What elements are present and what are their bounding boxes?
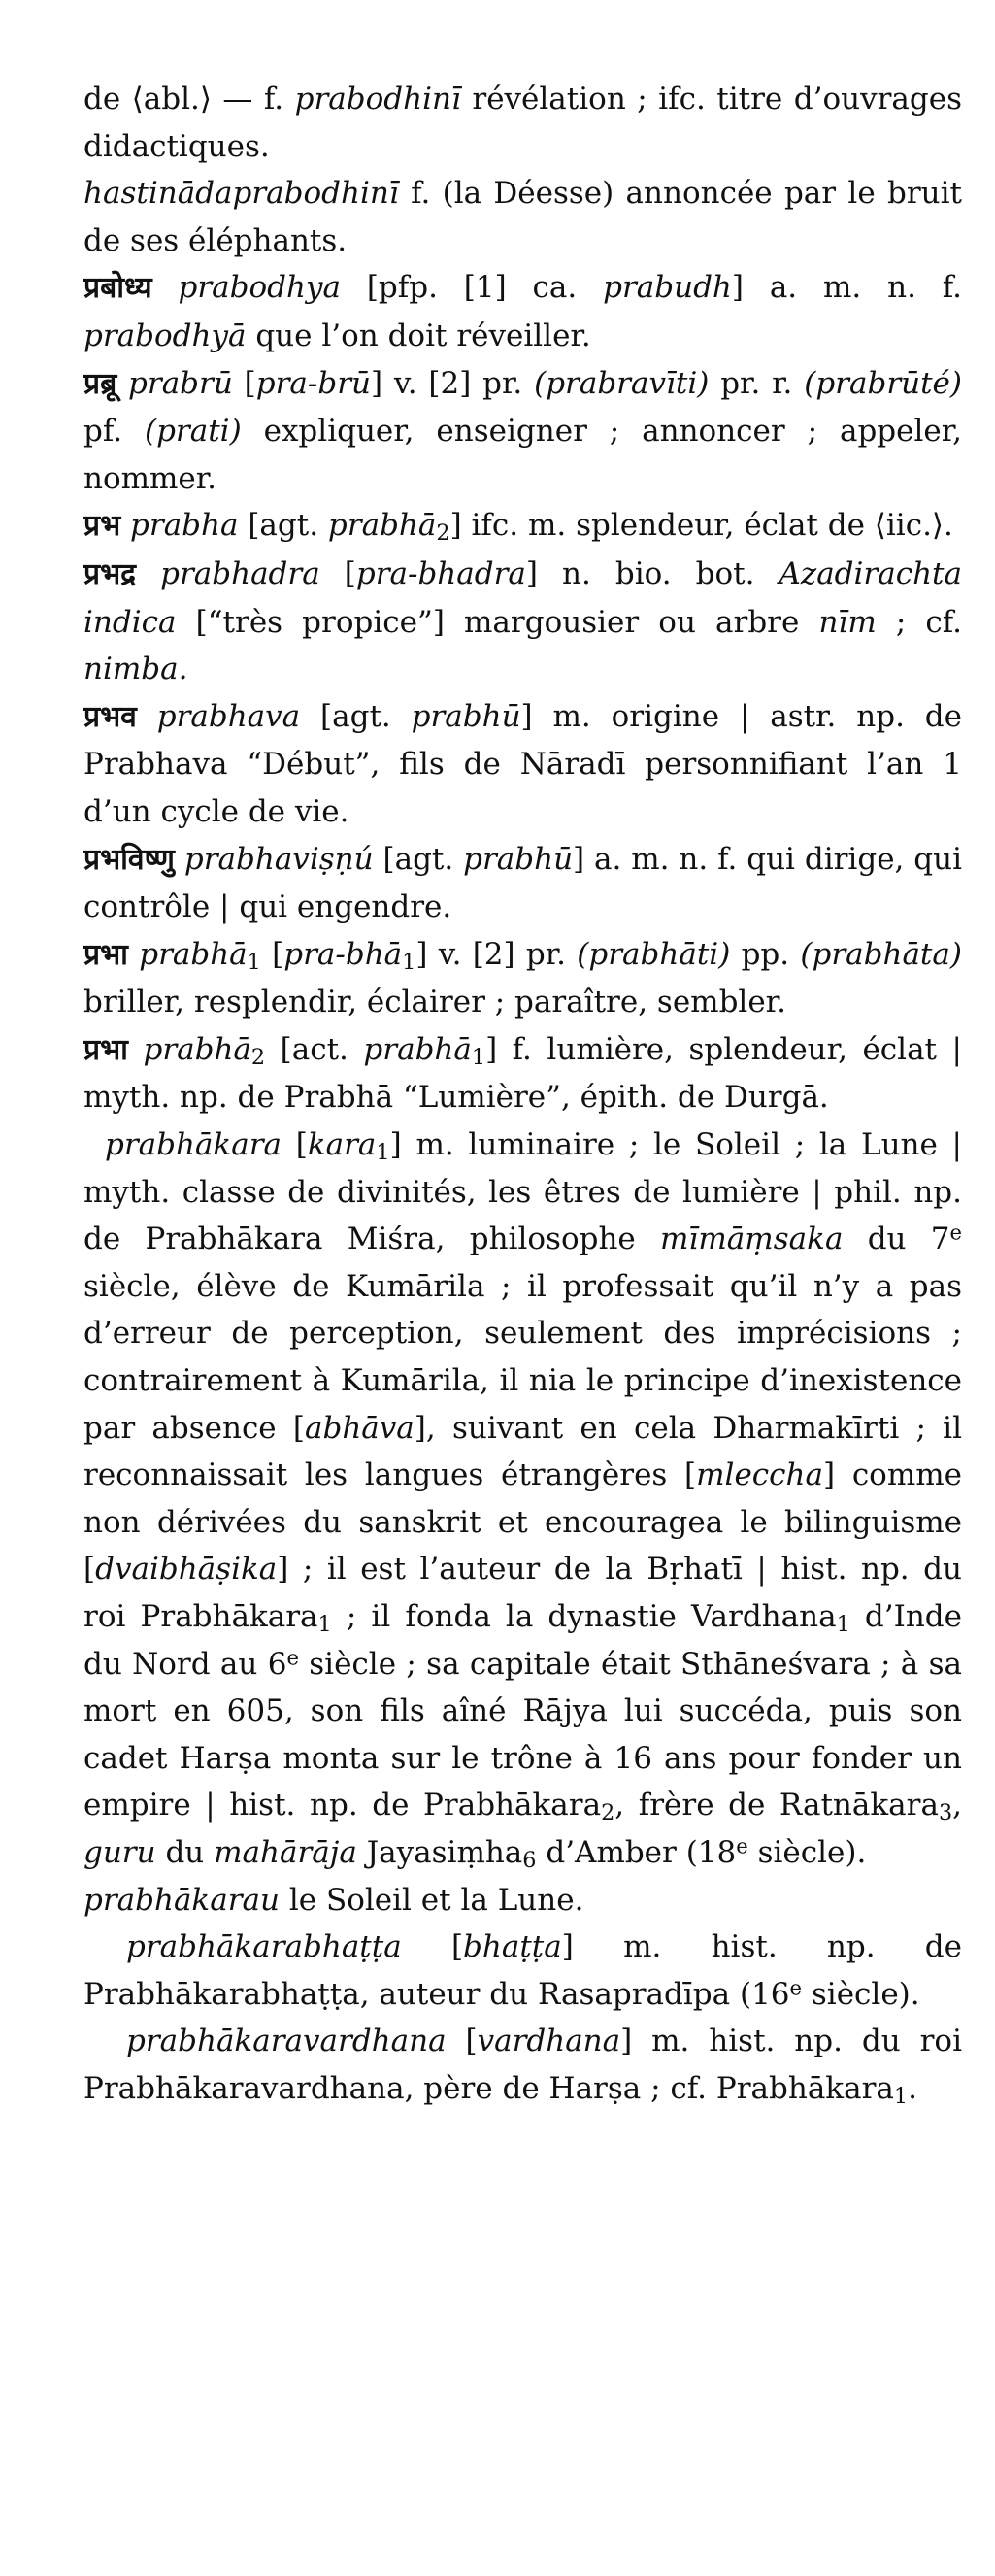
homonym-subscript: 1 bbox=[836, 1611, 850, 1637]
dictionary-entry bbox=[83, 76, 962, 170]
ordinal-superscript: e bbox=[736, 1833, 748, 1858]
italic-term: abhāva bbox=[305, 1410, 415, 1446]
entry-text: siècle, élève de Kumārila ; il professait qu’il n’y a pas d’erreur de perception, seulement des imprécisions ; contrairement à Kumārila, il nia le principe d’inexistence par absence [ bbox=[83, 1268, 962, 1446]
italic-term: bhaṭṭa bbox=[463, 1929, 562, 1965]
italic-term: prabodhinī bbox=[294, 82, 461, 117]
italic-term: prabodhya bbox=[178, 270, 341, 306]
entry-text: siècle ; sa capitale était Sthāneśvara ; à sa mort en 605, son fils aîné Rājya lui succéda, puis son cadet Harṣa monta sur le trône à 16 ans pour fonder un empire | hist. np. de Prabhākara bbox=[83, 1646, 962, 1823]
devanagari-headword: प्रभा bbox=[83, 1032, 128, 1067]
italic-term: guru bbox=[83, 1834, 156, 1870]
entry-text: expliquer, enseigner ; annoncer ; appeler, nommer. bbox=[83, 414, 963, 496]
entry-text bbox=[137, 699, 157, 734]
italic-term: prabhākaravardhana bbox=[126, 2024, 447, 2059]
italic-term: (prabhāta) bbox=[800, 936, 962, 972]
dictionary-entry bbox=[83, 931, 962, 1026]
entry-text: ] v. [2] pr. bbox=[415, 936, 578, 972]
homonym-subscript: 1 bbox=[471, 1044, 486, 1070]
entry-text: siècle). bbox=[802, 1976, 920, 2012]
entry-text: le Soleil et la Lune. bbox=[279, 1882, 584, 1918]
entry-text: pr. r. bbox=[709, 365, 805, 401]
entry-text: ] m. hist. np. du roi Prabhākaravardhana, père de Harṣa ; cf. Prabhākara bbox=[83, 2024, 962, 2106]
entry-text: , bbox=[952, 1788, 962, 1823]
entry-text: ] m. hist. np. de Prabhākarabhaṭṭa, auteur du Rasapradīpa (16 bbox=[83, 1929, 963, 2012]
entry-text: f. (la Déesse) annoncée par le bruit de ses éléphants. bbox=[83, 176, 962, 258]
italic-term: prabhākarabhaṭṭa bbox=[126, 1929, 402, 1965]
entry-text: [ bbox=[232, 365, 256, 401]
entry-text: ] f. lumière, splendeur, éclat | myth. np. de Prabhā “Lumière”, épith. de Durgā. bbox=[83, 1031, 962, 1116]
entry-text: ] a. m. n. f. bbox=[731, 270, 962, 306]
entry-text: , frère de Ratnākara bbox=[614, 1788, 939, 1823]
ordinal-superscript: e bbox=[286, 1645, 299, 1670]
italic-term: prabhadra bbox=[160, 555, 320, 591]
italic-term: (prabhāti) bbox=[577, 936, 731, 972]
entry-text: [ bbox=[282, 1127, 308, 1163]
entry-text bbox=[128, 937, 139, 972]
entry-text: pf. bbox=[83, 414, 145, 450]
entry-text: [ bbox=[446, 2024, 478, 2059]
devanagari-headword: प्रभद्र bbox=[83, 556, 137, 591]
italic-term: mleccha bbox=[696, 1457, 823, 1493]
entry-text: . bbox=[908, 2070, 917, 2106]
devanagari-headword: प्रभा bbox=[83, 937, 128, 972]
entry-text: [ bbox=[319, 555, 356, 591]
entry-text: ] a. m. n. f. qui dirige, qui contrôle | qui engendre. bbox=[83, 841, 963, 925]
italic-term: pra-bhā bbox=[283, 936, 403, 972]
homonym-subscript: 2 bbox=[436, 520, 450, 547]
homonym-subscript: 1 bbox=[376, 1139, 390, 1165]
italic-term: kara bbox=[307, 1127, 377, 1163]
homonym-subscript: 3 bbox=[938, 1800, 953, 1826]
entry-text: [“très propice”] margousier ou arbre bbox=[176, 604, 819, 640]
italic-term: prabhava bbox=[156, 698, 301, 734]
entry-text: du 7 bbox=[843, 1221, 950, 1257]
entry-text: Jayasiṃha bbox=[356, 1834, 523, 1870]
entry-text: ] v. [2] pr. bbox=[370, 365, 535, 401]
entry-text: de ⟨abl.⟩ — f. bbox=[83, 82, 295, 117]
entry-text: d’Amber (18 bbox=[536, 1834, 737, 1870]
devanagari-headword: प्रभविष्णु bbox=[83, 842, 175, 877]
entry-text: [pfp. [1] ca. bbox=[340, 270, 604, 306]
homonym-subscript: 6 bbox=[522, 1847, 537, 1873]
italic-term: pra-brū bbox=[255, 365, 371, 401]
entry-text: [agt. bbox=[300, 698, 412, 734]
entry-text: briller, resplendir, éclairer ; paraître, sembler. bbox=[83, 985, 786, 1020]
italic-term: prabha bbox=[130, 508, 239, 544]
italic-term: nīm bbox=[818, 604, 877, 640]
homonym-subscript: 1 bbox=[317, 1611, 332, 1637]
devanagari-headword: प्रभव bbox=[83, 699, 137, 734]
italic-term: prabhā bbox=[139, 936, 248, 972]
entry-text bbox=[152, 270, 179, 305]
entry-text bbox=[175, 842, 184, 877]
italic-term: prabrū bbox=[128, 365, 233, 401]
italic-term: mīmāṃsaka bbox=[660, 1221, 844, 1257]
entry-text: [agt. bbox=[238, 508, 328, 544]
entry-text: [act. bbox=[265, 1031, 364, 1067]
homonym-subscript: 1 bbox=[247, 949, 261, 975]
entry-text: ] comme non dérivées du sanskrit et encouragea le bilinguisme [ bbox=[83, 1457, 962, 1588]
dictionary-entry bbox=[83, 1877, 962, 1924]
entry-text: [ bbox=[401, 1929, 464, 1965]
italic-term: Azadirachta indica bbox=[83, 555, 962, 640]
homonym-subscript: 1 bbox=[893, 2083, 909, 2109]
italic-term: prabudh bbox=[603, 270, 732, 306]
devanagari-headword: प्रब्रू bbox=[83, 366, 117, 401]
entry-text: ] m. origine | astr. np. de Prabhava “Début”, fils de Nāradī personnifiant l’an 1 d’un cycle de vie. bbox=[83, 698, 962, 829]
entry-text: pp. bbox=[730, 936, 801, 972]
italic-term: (prati) bbox=[144, 414, 242, 450]
dictionary-entry bbox=[83, 360, 962, 503]
italic-term: nimba. bbox=[83, 652, 188, 687]
italic-term: pra-bhadra bbox=[355, 555, 526, 591]
ordinal-superscript: e bbox=[789, 1975, 803, 2000]
entry-text: [ bbox=[260, 936, 284, 972]
dictionary-entry bbox=[83, 502, 962, 551]
italic-term: prabhā bbox=[143, 1031, 251, 1067]
italic-term: prabhū bbox=[463, 841, 574, 877]
italic-term: hastinādaprabodhinī bbox=[83, 176, 399, 212]
dictionary-entry bbox=[83, 1924, 962, 2018]
entry-text bbox=[116, 366, 128, 401]
entry-text: d’Inde du Nord au 6 bbox=[83, 1599, 962, 1682]
entry-text: ; il fonda la dynastie Vardhana bbox=[331, 1599, 837, 1634]
homonym-subscript: 2 bbox=[250, 1044, 266, 1070]
homonym-subscript: 1 bbox=[402, 949, 416, 975]
devanagari-headword: प्रबोध्य bbox=[83, 271, 152, 306]
entry-text: révélation ; ifc. titre d’ouvrages didactiques. bbox=[83, 82, 962, 164]
entry-text: ] ifc. m. splendeur, éclat de ⟨iic.⟩. bbox=[449, 508, 953, 544]
entry-text: ] ; il est l’auteur de la Bṛhatī | hist. np. du roi Prabhākara bbox=[83, 1552, 962, 1634]
entry-text: ] n. bio. bot. bbox=[525, 555, 779, 591]
dictionary-entry bbox=[83, 693, 962, 836]
italic-term: prabhākara bbox=[105, 1127, 282, 1163]
italic-term: (prabravīti) bbox=[534, 365, 710, 401]
entry-text: ; cf. bbox=[876, 604, 962, 640]
entry-text: du bbox=[155, 1834, 215, 1870]
dictionary-entry bbox=[83, 1121, 962, 1877]
entry-text: siècle). bbox=[747, 1834, 867, 1870]
italic-term: prabodhyā bbox=[83, 318, 247, 353]
devanagari-headword: प्रभ bbox=[83, 509, 121, 544]
entry-text bbox=[120, 508, 130, 543]
dictionary-entry bbox=[83, 2018, 962, 2112]
italic-term: mahārāja bbox=[214, 1834, 357, 1870]
italic-term: prabhā bbox=[327, 508, 437, 544]
entry-text: ] m. luminaire ; le Soleil ; la Lune | myth. classe de divinités, les êtres de lumière | phil. np. de Prabhākara Miśra, philosophe bbox=[83, 1127, 963, 1257]
dictionary-entry bbox=[83, 551, 962, 693]
entry-text bbox=[128, 1032, 144, 1067]
italic-term: prabhākarau bbox=[83, 1882, 280, 1918]
entry-text: ], suivant en cela Dharmakīrti ; il reconnaissait les langues étrangères [ bbox=[83, 1410, 963, 1493]
entry-text: que l’on doit réveiller. bbox=[246, 318, 591, 353]
italic-term: prabhā bbox=[363, 1031, 472, 1067]
dictionary-entry bbox=[83, 264, 962, 359]
dictionary-entry bbox=[83, 170, 962, 264]
entry-text: [agt. bbox=[373, 841, 464, 877]
dictionary-entry bbox=[83, 1026, 962, 1121]
italic-term: (prabrūté) bbox=[804, 365, 962, 401]
italic-term: vardhana bbox=[477, 2024, 621, 2059]
italic-term: dvaibhāṣika bbox=[95, 1552, 278, 1588]
italic-term: prabhaviṣṇú bbox=[183, 841, 374, 877]
ordinal-superscript: e bbox=[949, 1220, 962, 1245]
dictionary-entry bbox=[83, 836, 962, 931]
italic-term: prabhū bbox=[411, 698, 521, 734]
homonym-subscript: 2 bbox=[601, 1800, 615, 1826]
entry-text bbox=[136, 556, 160, 591]
